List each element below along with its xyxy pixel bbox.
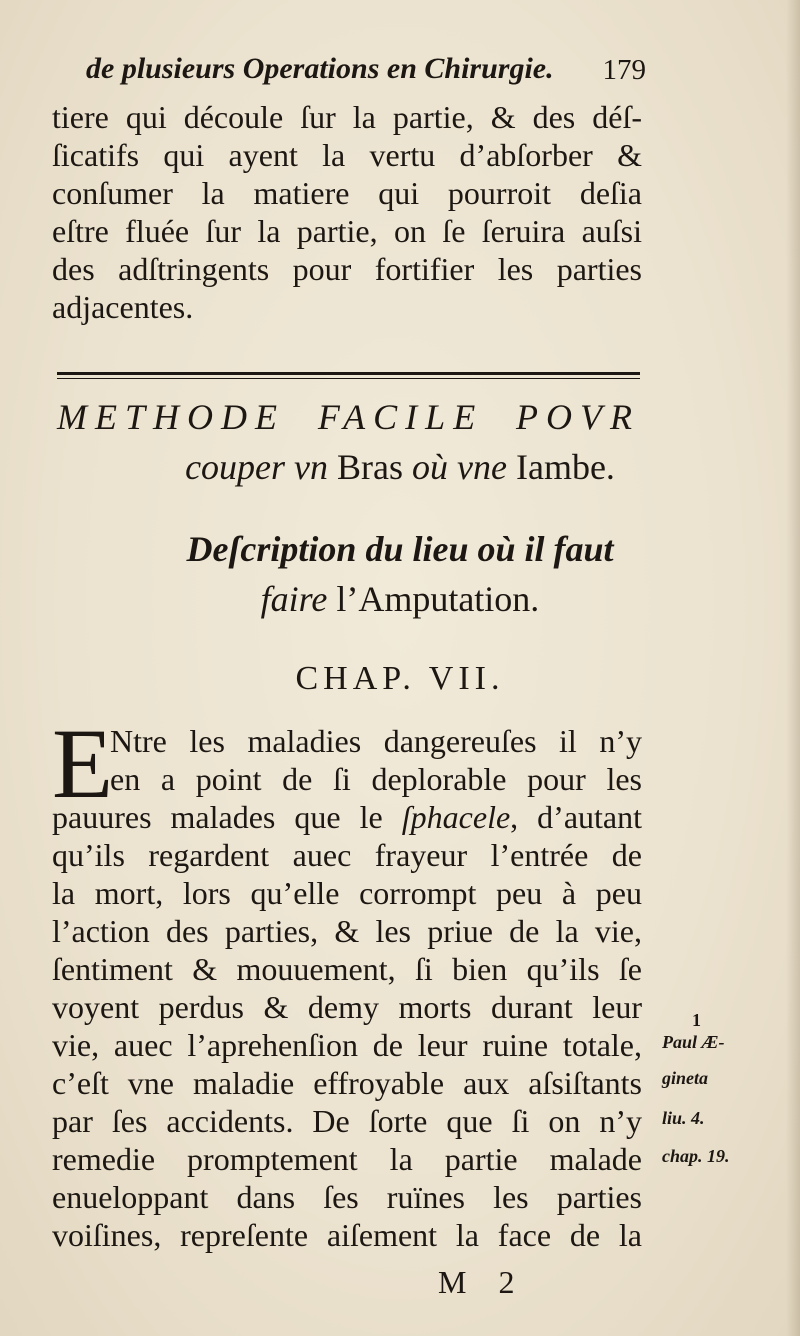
section-divider-thin xyxy=(57,378,640,379)
margin-note-author-cont: gineta xyxy=(662,1068,709,1088)
text-fragment: , d’autant xyxy=(510,799,643,835)
text-line: adjacentes. xyxy=(52,289,194,325)
text-line: ſentiment & mouuement, ſi bien qu’ils ſe xyxy=(52,951,642,987)
text-line: l’action des parties, & les priue de la vie, xyxy=(52,913,642,949)
page-number: 179 xyxy=(602,54,646,86)
section-heading-line1: METHODE FACILE POVR xyxy=(57,397,640,437)
text-line: la mort, lors qu’elle corrompt peu à peu xyxy=(52,875,642,911)
text-line: en a point de ſi deplorable pour les xyxy=(110,761,642,797)
margin-note-author: Paul Æ- xyxy=(662,1032,725,1052)
section-heading-line2 xyxy=(0,446,800,488)
margin-note-chapter: chap. 19. xyxy=(662,1146,730,1166)
chapter-heading: CHAP. VII. xyxy=(295,660,505,697)
running-head xyxy=(86,48,646,98)
text-line: c’eſt vne maladie effroyable aux aſsiſtants xyxy=(52,1065,642,1101)
heading-italic-part: où vne xyxy=(412,447,507,487)
section-divider xyxy=(57,372,640,375)
text-line: remedie promptement la partie malade xyxy=(52,1141,642,1177)
margin-note-book: liu. 4. xyxy=(662,1108,705,1128)
text-line: voiſines, repreſente aiſement la face de la xyxy=(52,1217,642,1253)
text-line: par ſes accidents. De ſorte que ſi on n’y xyxy=(52,1103,642,1139)
text-line: eſtre fluée ſur la partie, on ſe ſeruira auſsi xyxy=(52,213,642,249)
text-line: des adſtringents pour fortifier les parties xyxy=(52,251,642,287)
heading-roman-part: Bras xyxy=(337,447,404,487)
top-paragraph xyxy=(52,98,642,326)
running-head-title: de plusieurs Operations en Chirurgie. xyxy=(86,52,554,85)
text-line: vie, auec l’aprehenſion de leur ruine totale, xyxy=(52,1027,642,1063)
subheading-line1: Deſcription du lieu où il faut xyxy=(186,529,614,569)
signature-mark: M 2 xyxy=(438,1264,527,1300)
main-paragraph xyxy=(52,708,643,1254)
text-line: Ntre les maladies dangereuſes il n’y xyxy=(110,723,642,759)
text-line: enueloppant dans ſes ruïnes les parties xyxy=(52,1179,642,1215)
margin-note-number: 1 xyxy=(692,1010,701,1030)
subheading-line2 xyxy=(0,578,800,620)
text-fragment: pauures malades que le xyxy=(52,799,383,835)
italic-term: ſphacele xyxy=(401,799,511,835)
drop-cap: E xyxy=(52,708,114,819)
text-line: conſumer la matiere qui pourroit deſia xyxy=(52,175,642,211)
text-line: ſicatifs qui ayent la vertu d’abſorber & xyxy=(52,137,642,173)
text-line: voyent perdus & demy morts durant leur xyxy=(52,989,642,1025)
text-line: qu’ils regardent auec frayeur l’entrée de xyxy=(52,837,642,873)
heading-roman-part: Iambe. xyxy=(515,447,615,487)
heading-italic-part: couper vn xyxy=(185,447,329,487)
text-line xyxy=(52,798,642,836)
text-line: tiere qui découle ſur la partie, & des déſ- xyxy=(52,99,642,135)
subheading-roman-part: l’Amputation. xyxy=(336,579,540,619)
subheading-italic-part: faire xyxy=(260,579,328,619)
